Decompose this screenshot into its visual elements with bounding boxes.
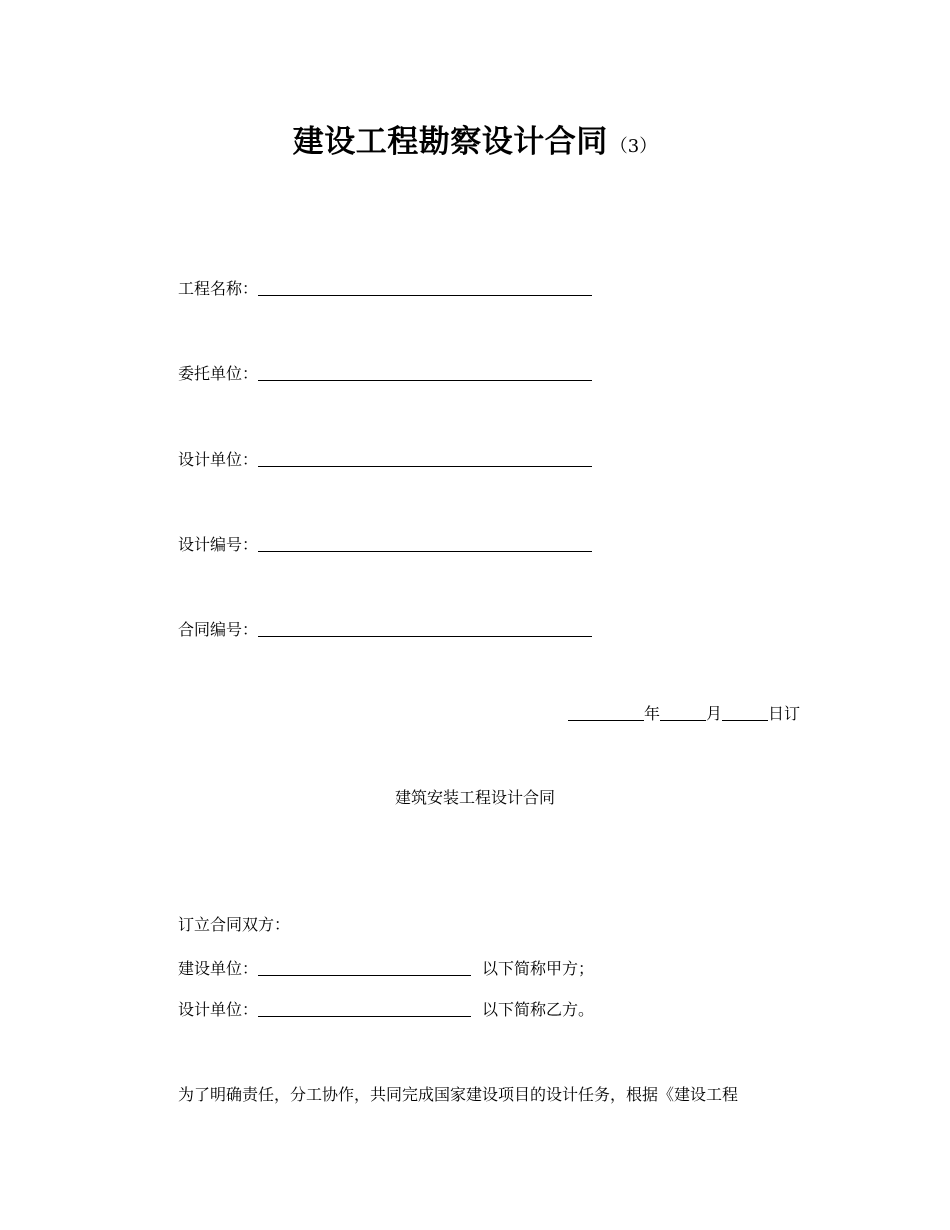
title-suffix: （3） — [609, 136, 658, 157]
party-b-blank[interactable] — [258, 998, 471, 1017]
project-name-blank[interactable] — [258, 277, 592, 296]
field-client-unit — [178, 362, 592, 386]
month-label: 月 — [706, 704, 723, 723]
field-design-number — [178, 533, 592, 557]
title-main: 建设工程勘察设计合同 — [292, 124, 608, 160]
body-paragraph: 为了明确责任，分工协作，共同完成国家建设项目的设计任务，根据《建设工程 — [178, 1085, 739, 1104]
year-blank[interactable] — [568, 702, 644, 721]
field-label: 工程名称： — [178, 279, 259, 298]
party-a-blank[interactable] — [258, 957, 471, 976]
party-b-label: 设计单位： — [178, 1000, 259, 1019]
field-party-a — [178, 957, 594, 981]
field-project-name — [178, 277, 592, 301]
contract-number-blank[interactable] — [258, 618, 592, 637]
party-a-label: 建设单位： — [178, 959, 259, 978]
signing-date — [568, 702, 800, 726]
day-blank[interactable] — [722, 702, 768, 721]
year-label: 年 — [644, 704, 661, 723]
field-contract-number — [178, 618, 592, 642]
field-design-unit — [178, 448, 592, 472]
field-label: 委托单位： — [178, 364, 259, 383]
design-number-blank[interactable] — [258, 533, 592, 552]
field-label: 设计单位： — [178, 450, 259, 469]
field-label: 合同编号： — [178, 620, 259, 639]
client-unit-blank[interactable] — [258, 362, 592, 381]
contract-subtitle: 建筑安装工程设计合同 — [394, 788, 555, 807]
month-blank[interactable] — [660, 702, 706, 721]
document-title — [0, 116, 950, 161]
party-a-suffix: 以下简称甲方； — [482, 959, 595, 978]
field-party-b — [178, 998, 594, 1022]
field-label: 设计编号： — [178, 535, 259, 554]
design-unit-blank[interactable] — [258, 448, 592, 467]
day-label: 日订 — [768, 704, 801, 723]
parties-heading: 订立合同双方： — [178, 915, 291, 934]
party-b-suffix: 以下简称乙方。 — [482, 1000, 595, 1019]
